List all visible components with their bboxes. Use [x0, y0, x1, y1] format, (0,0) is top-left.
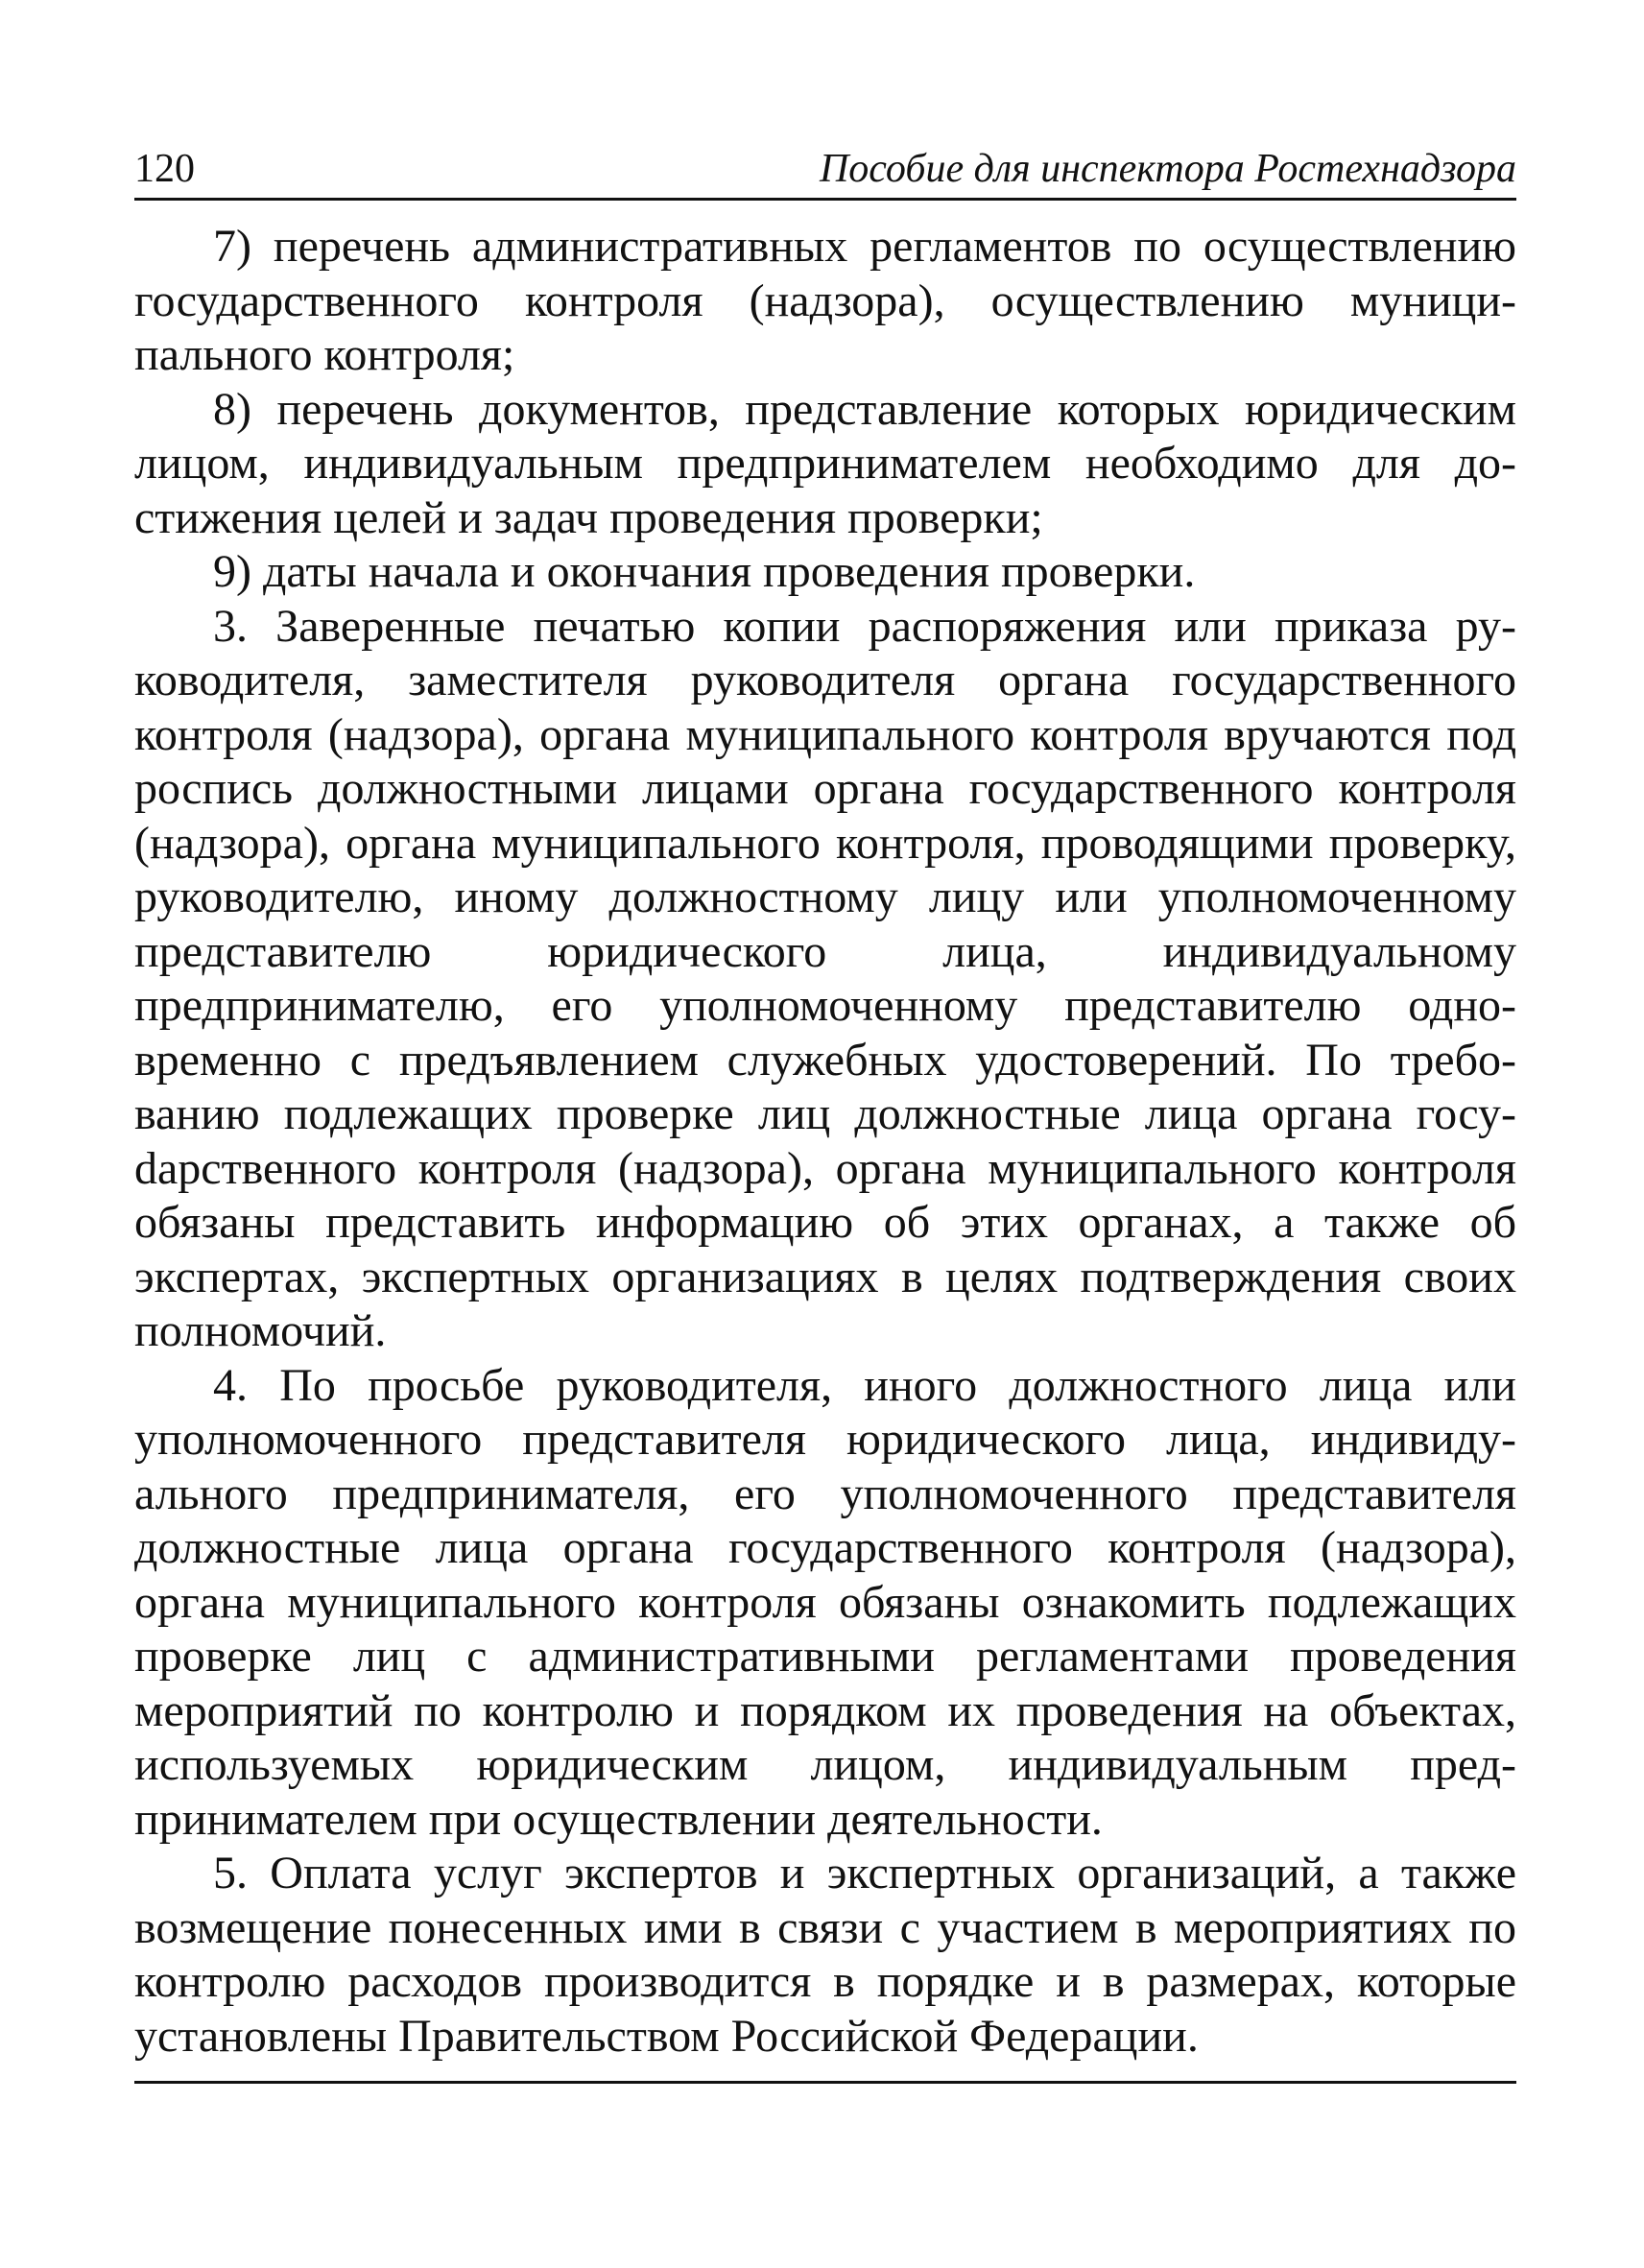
list-item-8: 8) перечень документов, представление которых юридическим лицом, индивидуальным предпринимателем необходимо для достижения целей и задач проведения проверки; [134, 383, 1516, 543]
book-page [134, 142, 1516, 2084]
list-item-7: 7) перечень административных регламентов по осуществлению государственного контроля (надзора), осуществлению муниципального контроля; [134, 221, 1516, 380]
list-item-9: 9) даты начала и окончания проведения проверки. [213, 546, 1196, 597]
paragraph-4: 4. По просьбе руководителя, иного должностного лица или уполномоченного представителя юридического лица, индивидуального предпринимателя, его уполномоченного представителя должностные лица органа государственного контроля (надзора), органа муниципального контроля обязаны ознакомить подлежащих проверке лиц с административными регламентами проведения мероприятий по контролю и порядком их проведения на объектах, используемых юридическим лицом, индивидуальным предпринимателем при осуществлении деятельности. [134, 1359, 1516, 1845]
footer-divider [134, 2081, 1516, 2084]
page-number: 120 [134, 147, 195, 191]
page-body [134, 220, 1516, 2064]
running-header [134, 142, 1516, 201]
paragraph-5: 5. Оплата услуг экспертов и экспертных организаций, а также возмещение понесенных ими в связи с участием в мероприятиях по контролю расходов производится в порядке и в размерах, которые установлены Правительством Российской Федерации. [134, 1848, 1516, 2062]
book-title: Пособие для инспектора Ростехнадзора [819, 147, 1516, 191]
paragraph-3: 3. Заверенные печатью копии распоряжения или приказа руководителя, заместителя руководителя органа государственного контроля (надзора), органа муниципального контроля вручаются под роспись должностными лицами органа государственного контроля (надзора), органа муниципального контроля, проводящими проверку, руководителю, иному должностному лицу или уполномоченному представителю юридического лица, индивидуальному предпринимателю, его уполномоченному представителю одновременно с предъявлением служебных удостоверений. По требованию подлежащих проверке лиц должностные лица органа госуdарственного контроля (надзора), органа муниципального контроля обязаны представить информацию об этих органах, а также об экспертах, экспертных организациях в целях подтверждения своих полномочий. [134, 600, 1516, 1356]
